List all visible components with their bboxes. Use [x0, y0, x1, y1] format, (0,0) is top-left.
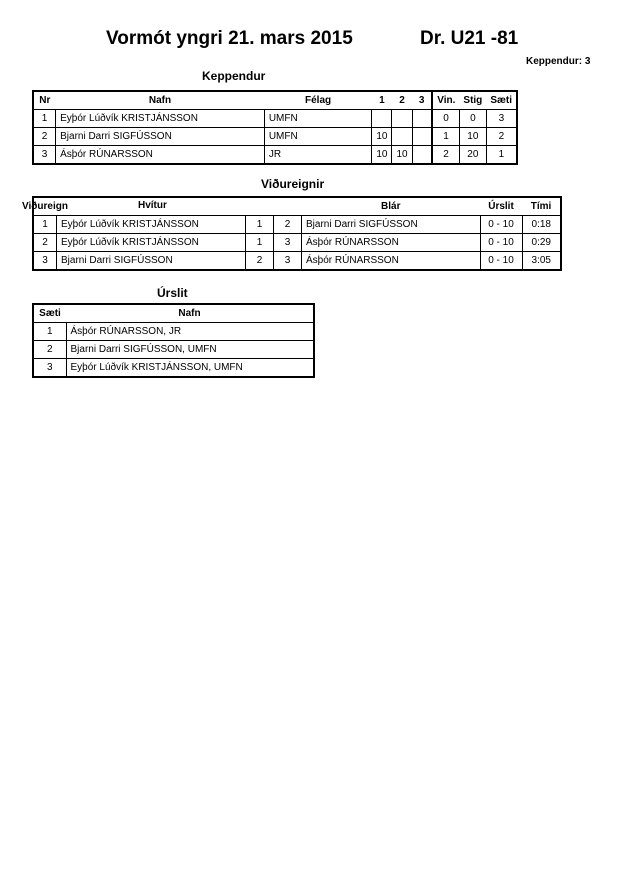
result-place: 1	[33, 323, 66, 341]
col-wins: Vin.	[432, 91, 459, 110]
col-white: Hvítur	[138, 200, 167, 211]
col-nr: Nr	[39, 95, 51, 106]
match-nr: 1	[33, 216, 57, 234]
match-white: Bjarni Darri SIGFÚSSON	[57, 252, 246, 271]
results-header-row	[33, 304, 314, 323]
tournament-title: Vormót yngri 21. mars 2015	[106, 28, 353, 49]
match-blue: Ásþór RÚNARSSON	[302, 252, 481, 271]
match-nr: 2	[33, 234, 57, 252]
match-blue-num: 3	[274, 252, 302, 271]
match-blue: Bjarni Darri SIGFÚSSON	[302, 216, 481, 234]
col-match-label: Viðureign	[22, 201, 68, 212]
competitor-nr: 2	[33, 128, 56, 146]
competitor-round-3	[412, 146, 432, 165]
match-time: 0:18	[522, 216, 561, 234]
competitor-points: 20	[459, 146, 486, 165]
competitor-club: JR	[264, 146, 372, 165]
result-place: 3	[33, 359, 66, 378]
match-result: 0 - 10	[480, 252, 522, 271]
competitor-place: 3	[486, 110, 517, 128]
match-white-num: 2	[246, 252, 274, 271]
match-time: 3:05	[522, 252, 561, 271]
match-result: 0 - 10	[480, 234, 522, 252]
match-row	[33, 234, 561, 252]
result-name: Eyþór Lúðvík KRISTJÁNSSON, UMFN	[66, 359, 314, 378]
competitor-round-2	[392, 110, 412, 128]
result-row	[33, 341, 314, 359]
competitors-table	[32, 90, 518, 165]
col-blue: Blár	[381, 201, 401, 212]
competitor-wins: 1	[432, 128, 459, 146]
col-place: Sæti	[490, 95, 512, 106]
competitor-nr: 1	[33, 110, 56, 128]
match-nr: 3	[33, 252, 57, 271]
competitor-round-2	[392, 128, 412, 146]
competitor-round-3	[412, 110, 432, 128]
results-table	[32, 303, 315, 378]
competitor-row	[33, 110, 517, 128]
competitor-round-3	[412, 128, 432, 146]
competitor-row	[33, 146, 517, 165]
competitor-place: 2	[486, 128, 517, 146]
competitor-row	[33, 128, 517, 146]
match-row	[33, 216, 561, 234]
competitor-wins: 0	[432, 110, 459, 128]
competitor-name: Ásþór RÚNARSSON	[56, 146, 265, 165]
competitor-round-2: 10	[392, 146, 412, 165]
col-club: Félag	[305, 95, 332, 106]
competitor-club: UMFN	[264, 110, 372, 128]
col-results-place: Sæti	[39, 308, 61, 319]
match-blue: Ásþór RÚNARSSON	[302, 234, 481, 252]
match-white: Eyþór Lúðvík KRISTJÁNSSON	[57, 216, 246, 234]
match-blue-num: 2	[274, 216, 302, 234]
competitor-round-1: 10	[372, 128, 392, 146]
competitors-count: Keppendur: 3	[526, 56, 591, 67]
result-row	[33, 359, 314, 378]
match-row	[33, 252, 561, 271]
match-time: 0:29	[522, 234, 561, 252]
col-result: Úrslit	[488, 201, 514, 212]
competitor-name: Bjarni Darri SIGFÚSSON	[56, 128, 265, 146]
result-name: Bjarni Darri SIGFÚSSON, UMFN	[66, 341, 314, 359]
competitor-club: UMFN	[264, 128, 372, 146]
col-round-3: 3	[418, 95, 425, 106]
col-round-2: 2	[399, 95, 405, 106]
match-white-num: 1	[246, 216, 274, 234]
col-blue-num	[274, 197, 302, 216]
matches-table	[22, 196, 562, 271]
col-results-name: Nafn	[178, 308, 201, 319]
matches-section-title: Viðureignir	[261, 177, 325, 191]
result-place: 2	[33, 341, 66, 359]
result-row	[33, 323, 314, 341]
match-white: Eyþór Lúðvík KRISTJÁNSSON	[57, 234, 246, 252]
competitor-wins: 2	[432, 146, 459, 165]
col-name: Nafn	[148, 95, 172, 106]
competitor-round-1: 10	[372, 146, 392, 165]
matches-header-row	[33, 197, 561, 216]
competitor-name: Eyþór Lúðvík KRISTJÁNSSON	[56, 110, 265, 128]
result-name: Ásþór RÚNARSSON, JR	[66, 323, 314, 341]
competitor-points: 10	[459, 128, 486, 146]
match-blue-num: 3	[274, 234, 302, 252]
results-section-title: Úrslit	[157, 286, 188, 300]
competitors-header-row	[33, 91, 517, 110]
competitor-round-1	[372, 110, 392, 128]
col-white-num	[246, 197, 274, 216]
competitor-nr: 3	[33, 146, 56, 165]
col-points: Stig	[463, 95, 483, 106]
col-time: Tími	[530, 201, 552, 212]
competitors-section-title: Keppendur	[202, 69, 266, 83]
match-white-num: 1	[246, 234, 274, 252]
col-round-1: 1	[379, 95, 385, 106]
competitor-place: 1	[486, 146, 517, 165]
competitor-points: 0	[459, 110, 486, 128]
division-title: Dr. U21 -81	[420, 28, 519, 49]
match-result: 0 - 10	[480, 216, 522, 234]
